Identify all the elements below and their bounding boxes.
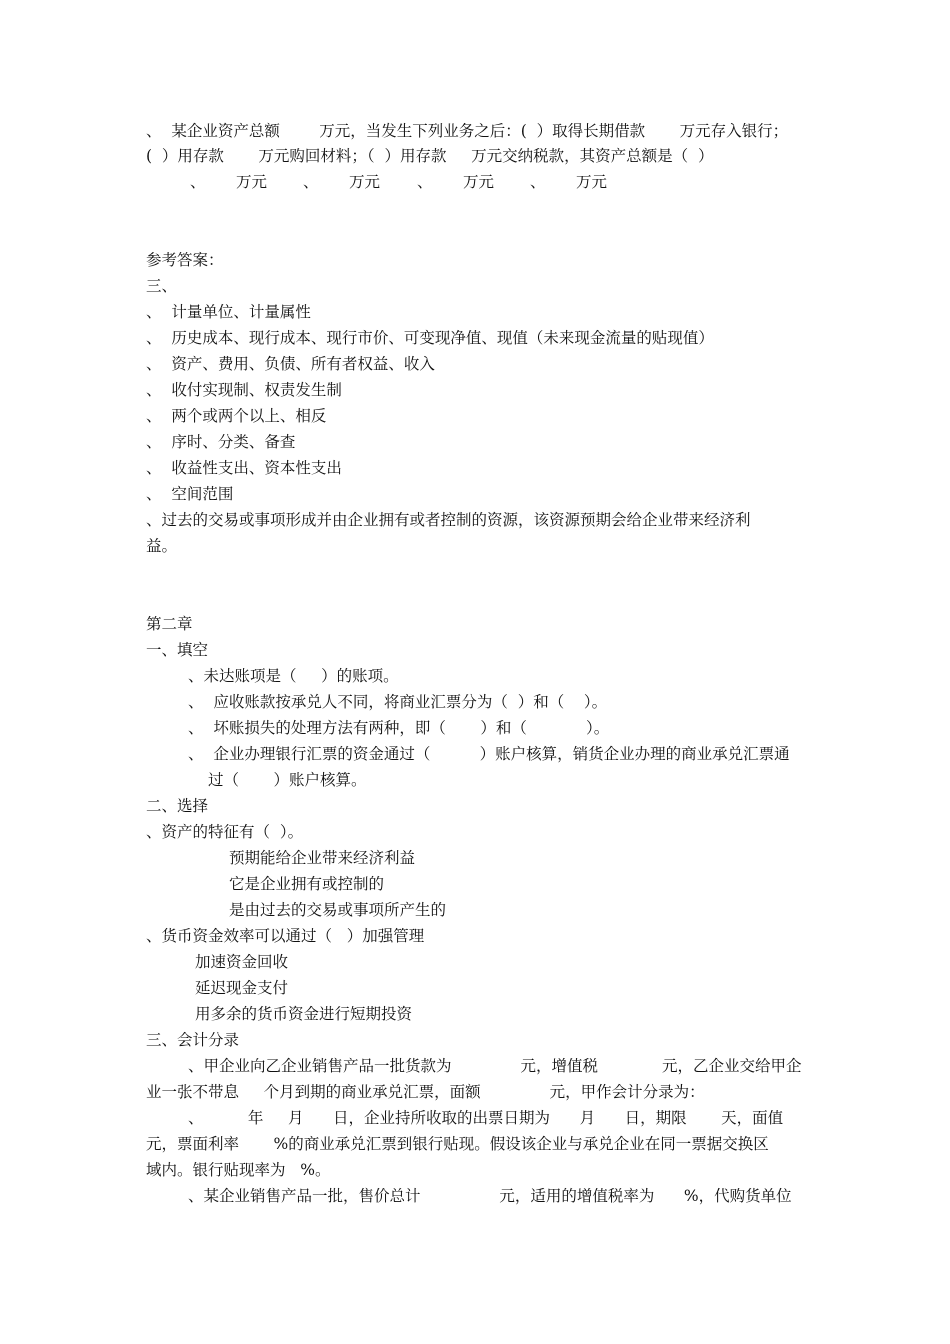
asset-question-line-1: 、 某企业资产总额 万元，当发生下列业务之后：( ）取得长期借款 万元存入银行； <box>146 122 789 140</box>
answers-title: 参考答案： <box>146 251 224 269</box>
option-c-mark: 、 <box>417 173 433 191</box>
fill-item: 过（ ）账户核算。 <box>208 771 367 789</box>
entry-line: 、 年 月 日，企业持所收取的出票日期为 月 日，期限 天，面值 <box>188 1109 784 1127</box>
option-c-value: 万元 <box>463 173 495 191</box>
choice-heading: 二、选择 <box>146 797 209 815</box>
entries-heading: 三、会计分录 <box>146 1031 240 1049</box>
entry-line: 、甲企业向乙企业销售产品一批货款为 元，增值税 元，乙企业交给甲企 <box>188 1057 802 1075</box>
entry-line: 元，票面利率 %的商业承兑汇票到银行贴现。假设该企业与承兑企业在同一票据交换区 <box>146 1135 769 1153</box>
fill-item: 、 坏账损失的处理方法有两种，即（ ）和（ ）。 <box>188 719 610 737</box>
choice-option: 用多余的货币资金进行短期投资 <box>195 1005 413 1023</box>
choice-option: 加速资金回收 <box>195 953 289 971</box>
answer-item: 、 收付实现制、权责发生制 <box>146 381 342 399</box>
option-b-value: 万元 <box>349 173 381 191</box>
choice-option: 是由过去的交易或事项所产生的 <box>229 901 447 919</box>
fill-heading: 一、填空 <box>146 641 209 659</box>
fill-item: 、未达账项是（ ）的账项。 <box>188 667 399 685</box>
asset-question-line-2: ( ）用存款 万元购回材料；（ ）用存款 万元交纳税款，其资产总额是（ ） <box>146 147 714 165</box>
answer-item: 、 资产、费用、负债、所有者权益、收入 <box>146 355 435 373</box>
choice-option: 它是企业拥有或控制的 <box>229 875 385 893</box>
entry-line: 业一张不带息 个月到期的商业承兑汇票，面额 元，甲作会计分录为： <box>146 1083 705 1101</box>
entry-line: 域内。银行贴现率为 %。 <box>146 1161 331 1179</box>
answer-item: 、过去的交易或事项形成并由企业拥有或者控制的资源，该资源预期会给企业带来经济利 <box>146 511 751 529</box>
answer-item: 、 收益性支出、资本性支出 <box>146 459 342 477</box>
answer-item: 、 计量单位、计量属性 <box>146 303 311 321</box>
option-d-mark: 、 <box>530 173 546 191</box>
chapter-title: 第二章 <box>146 615 193 633</box>
fill-item: 、 企业办理银行汇票的资金通过（ ）账户核算，销货企业办理的商业承兑汇票通 <box>188 745 790 763</box>
option-a-value: 万元 <box>236 173 268 191</box>
answer-item: 、 两个或两个以上、相反 <box>146 407 327 425</box>
option-b-mark: 、 <box>303 173 319 191</box>
answers-section-label: 三、 <box>146 277 178 295</box>
fill-item: 、 应收账款按承兑人不同，将商业汇票分为（ ）和（ ）。 <box>188 693 608 711</box>
answer-item: 、 序时、分类、备查 <box>146 433 296 451</box>
choice-question: 、货币资金效率可以通过（ ）加强管理 <box>146 927 425 945</box>
choice-option: 预期能给企业带来经济利益 <box>229 849 416 867</box>
answer-item: 益。 <box>146 537 178 555</box>
answer-item: 、 历史成本、现行成本、现行市价、可变现净值、现值（未来现金流量的贴现值） <box>146 329 714 347</box>
entry-line: 、某企业销售产品一批，售价总计 元，适用的增值税率为 %，代购货单位 <box>188 1187 792 1205</box>
choice-option: 延迟现金支付 <box>195 979 289 997</box>
option-a-mark: 、 <box>190 173 206 191</box>
choice-question: 、资产的特征有（ ）。 <box>146 823 304 841</box>
answer-item: 、 空间范围 <box>146 485 234 503</box>
option-d-value: 万元 <box>576 173 608 191</box>
